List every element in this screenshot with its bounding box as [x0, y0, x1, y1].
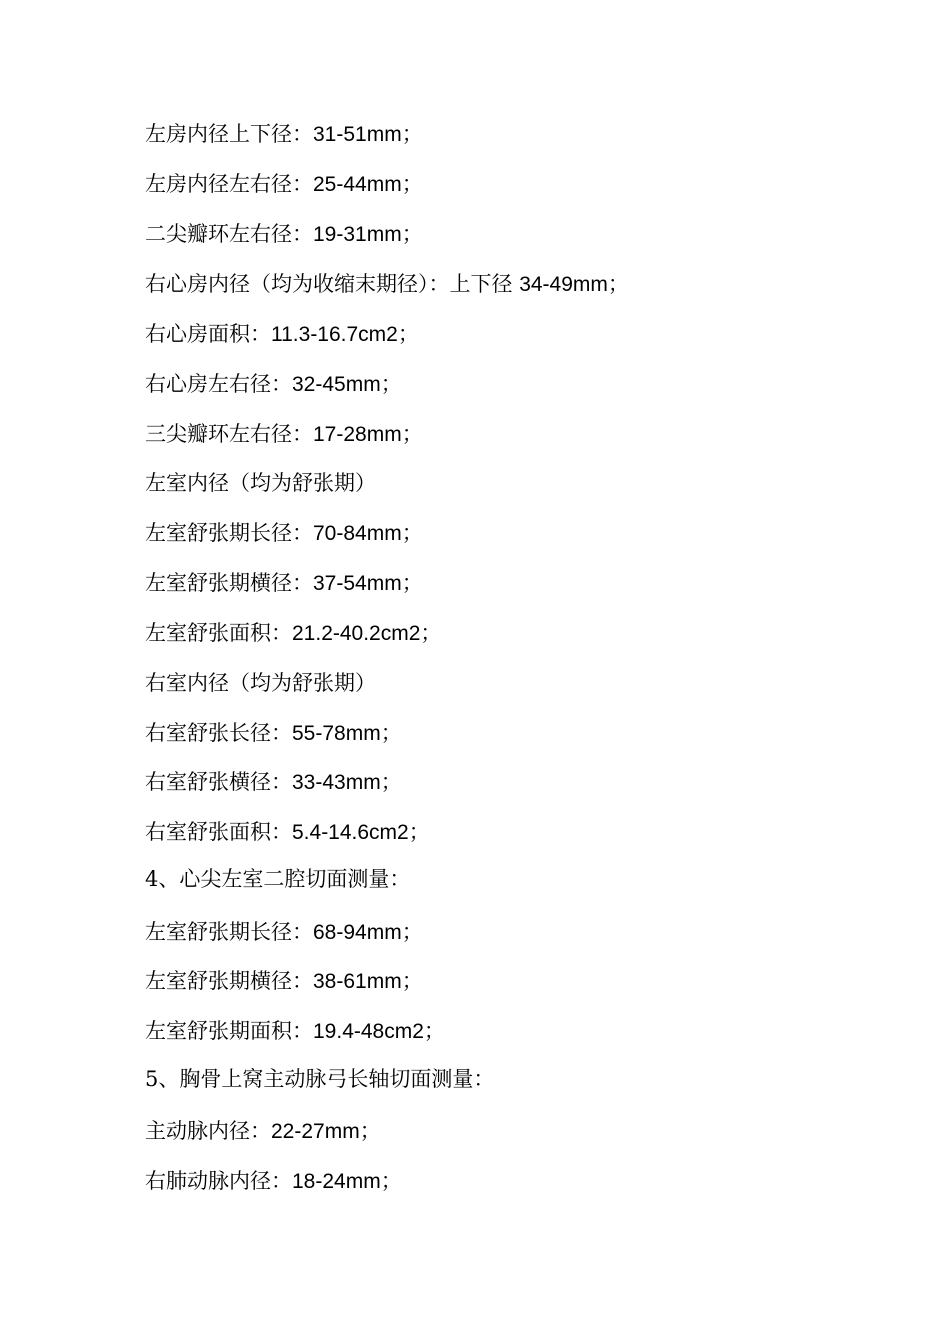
line-value: 25-44mm；	[313, 173, 423, 196]
line-value: 33-43mm；	[292, 771, 402, 794]
line-value: 37-54mm；	[313, 572, 423, 595]
section-heading	[145, 866, 410, 893]
line-value: 19-31mm；	[313, 223, 423, 246]
text-line	[145, 819, 430, 846]
line-label: 左室舒张面积：	[145, 621, 292, 645]
line-label: 左室舒张期横径：	[145, 969, 313, 993]
line-label: 主动脉内径：	[145, 1119, 271, 1143]
line-value: 11.3-16.7cm2；	[271, 323, 419, 346]
line-value: 68-94mm；	[313, 921, 423, 944]
line-label: 右室舒张面积：	[145, 820, 292, 844]
line-value: 5.4-14.6cm2；	[292, 821, 430, 844]
line-label: 左室舒张期长径：	[145, 521, 313, 545]
line-label: 右室舒张横径：	[145, 770, 292, 794]
line-label: 左室舒张期长径：	[145, 920, 313, 944]
text-line	[145, 321, 419, 348]
section-heading	[145, 670, 376, 697]
text-line	[145, 919, 423, 946]
line-label: 左房内径上下径：	[145, 122, 313, 146]
section-heading	[145, 470, 376, 497]
line-label: 4、心尖左室二腔切面测量：	[145, 867, 411, 891]
text-line	[145, 371, 402, 398]
text-line	[145, 720, 402, 747]
line-label: 右室内径（均为舒张期）	[145, 671, 376, 695]
line-label: 左室内径（均为舒张期）	[145, 471, 376, 495]
line-value: 19.4-48cm2；	[313, 1020, 445, 1043]
text-line	[145, 620, 441, 647]
line-value: 32-45mm；	[292, 373, 402, 396]
line-value: 31-51mm；	[313, 123, 423, 146]
line-label: 右心房内径（均为收缩末期径）：上下径	[145, 272, 520, 296]
line-value: 34-49mm；	[519, 273, 629, 296]
text-line	[145, 271, 629, 298]
text-line	[145, 968, 423, 995]
text-line	[145, 769, 402, 796]
line-value: 21.2-40.2cm2；	[292, 622, 442, 645]
line-label: 左室舒张期面积：	[145, 1019, 313, 1043]
text-line	[145, 171, 423, 198]
text-line	[145, 1168, 402, 1195]
line-value: 38-61mm；	[313, 970, 423, 993]
line-label: 右心房面积：	[145, 322, 271, 346]
line-label: 左室舒张期横径：	[145, 571, 313, 595]
text-line	[145, 421, 423, 448]
line-value: 55-78mm；	[292, 722, 402, 745]
text-line	[145, 121, 423, 148]
section-heading	[145, 1066, 494, 1093]
line-label: 右室舒张长径：	[145, 721, 292, 745]
line-value: 17-28mm；	[313, 423, 423, 446]
text-line	[145, 1118, 381, 1145]
line-label: 右心房左右径：	[145, 372, 292, 396]
text-line	[145, 1018, 445, 1045]
line-value: 70-84mm；	[313, 522, 423, 545]
text-line	[145, 520, 423, 547]
text-line	[145, 221, 423, 248]
line-label: 右肺动脉内径：	[145, 1169, 292, 1193]
line-label: 二尖瓣环左右径：	[145, 222, 313, 246]
line-value: 22-27mm；	[271, 1120, 381, 1143]
line-label: 5、胸骨上窝主动脉弓长轴切面测量：	[145, 1067, 495, 1091]
line-value: 18-24mm；	[292, 1170, 402, 1193]
line-label: 左房内径左右径：	[145, 172, 313, 196]
line-label: 三尖瓣环左右径：	[145, 422, 313, 446]
text-line	[145, 570, 423, 597]
